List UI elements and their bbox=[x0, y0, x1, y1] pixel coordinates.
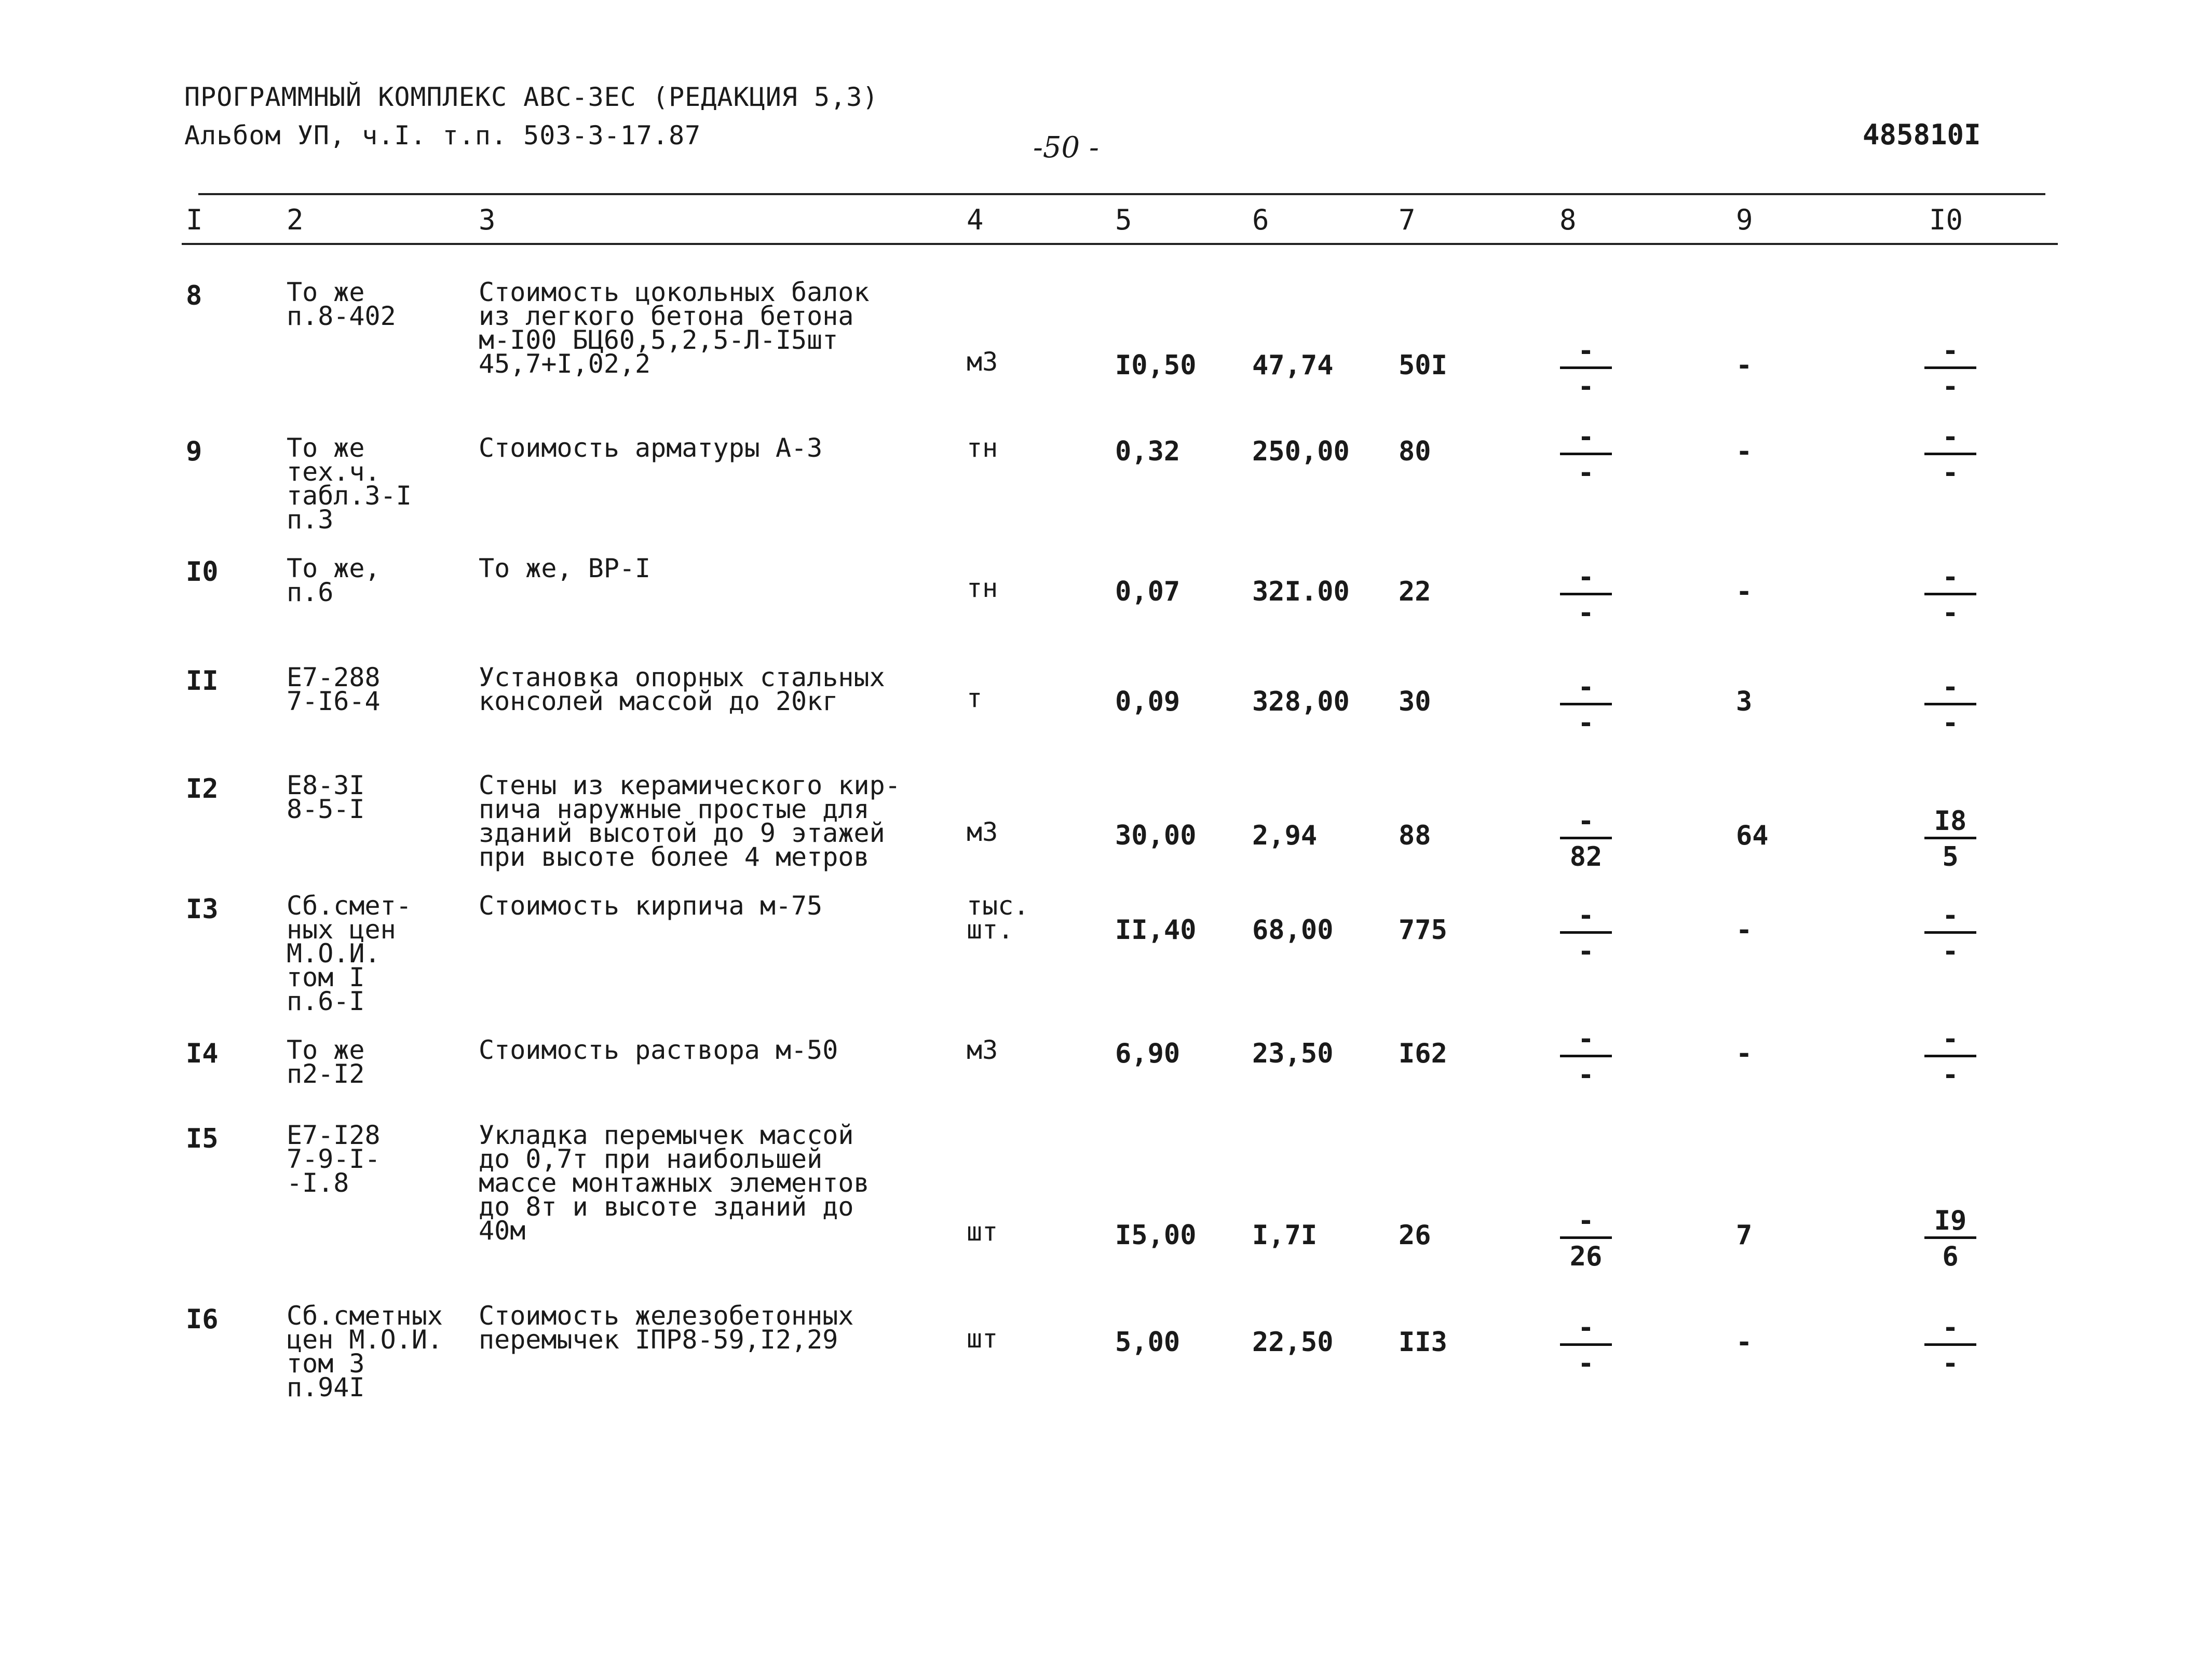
unit-price-cell: 23,50 bbox=[1252, 1038, 1334, 1069]
description-cell-line: То же, ВР-I bbox=[479, 553, 651, 583]
column8-fraction-numerator: - bbox=[1578, 1024, 1594, 1055]
column8-fraction-denominator: 82 bbox=[1569, 841, 1603, 873]
column10-fraction-numerator: - bbox=[1942, 335, 1959, 366]
description-cell bbox=[479, 277, 870, 379]
quantity-cell: 0,07 bbox=[1115, 576, 1180, 607]
unit-price-cell: 250,00 bbox=[1252, 436, 1350, 467]
column9-cell: 7 bbox=[1736, 1220, 1753, 1251]
row-number: I3 bbox=[186, 894, 219, 925]
description-cell-line: Стоимость железобетонных bbox=[479, 1301, 854, 1331]
reference-cell-line: Сб.сметных bbox=[287, 1301, 443, 1331]
unit-price-cell: 2,94 bbox=[1252, 820, 1318, 851]
description-cell-line: 45,7+I,02,2 bbox=[479, 349, 651, 379]
description-cell-line: 40м bbox=[479, 1216, 526, 1246]
reference-cell-line: -I.8 bbox=[287, 1168, 349, 1198]
column8-fraction-numerator: - bbox=[1578, 1312, 1594, 1343]
reference-cell bbox=[287, 277, 396, 331]
reference-cell-line: табл.3-I bbox=[287, 481, 412, 511]
quantity-cell: 6,90 bbox=[1115, 1038, 1180, 1069]
reference-cell-line: п.94I bbox=[287, 1372, 365, 1402]
description-cell-line: консолей массой до 20кг bbox=[479, 686, 838, 716]
column10-fraction-denominator: - bbox=[1942, 457, 1959, 488]
column9-cell: - bbox=[1736, 915, 1753, 946]
column10-fraction-denominator: - bbox=[1942, 371, 1959, 402]
column8-fraction bbox=[1557, 1206, 1614, 1271]
column-header: 4 bbox=[967, 203, 984, 236]
column8-fraction-numerator: - bbox=[1578, 1205, 1594, 1236]
column10-fraction-bar bbox=[1924, 453, 1976, 455]
unit-cell-line: м3 bbox=[967, 817, 998, 847]
unit-cell-line: тн bbox=[967, 573, 998, 603]
column10-fraction-denominator: - bbox=[1942, 707, 1959, 739]
total-cell: 26 bbox=[1399, 1220, 1431, 1251]
column10-fraction-denominator: - bbox=[1942, 1348, 1959, 1379]
reference-cell-line: То же bbox=[287, 433, 365, 463]
total-cell: 88 bbox=[1399, 820, 1431, 851]
column8-fraction-bar bbox=[1560, 366, 1612, 369]
column10-fraction-bar bbox=[1924, 703, 1976, 705]
description-cell-line: Стоимость арматуры А-3 bbox=[479, 433, 823, 463]
unit-cell bbox=[967, 683, 983, 713]
column10-fraction bbox=[1922, 336, 1979, 401]
column8-fraction-bar bbox=[1560, 1343, 1612, 1346]
column8-fraction-denominator: - bbox=[1578, 1059, 1594, 1091]
row-number: 9 bbox=[186, 436, 202, 467]
unit-cell-line: шт. bbox=[967, 915, 1014, 945]
unit-cell bbox=[967, 1035, 998, 1065]
column8-fraction-denominator: 26 bbox=[1569, 1241, 1603, 1272]
unit-cell-line: м3 bbox=[967, 1035, 998, 1065]
description-cell-line: Стоимость цокольных балок bbox=[479, 277, 870, 307]
column8-fraction-numerator: - bbox=[1578, 672, 1594, 703]
reference-cell-line: п.6-I bbox=[287, 986, 365, 1016]
column8-fraction-numerator: - bbox=[1578, 806, 1594, 837]
column-header: I0 bbox=[1929, 203, 1963, 236]
reference-cell-line: Сб.смет- bbox=[287, 891, 412, 921]
description-cell-line: перемычек IПР8-59,I2,29 bbox=[479, 1325, 838, 1355]
quantity-cell: 0,09 bbox=[1115, 686, 1180, 717]
description-cell-line: из легкого бетона бетона bbox=[479, 301, 854, 331]
row-number: I0 bbox=[186, 556, 219, 588]
unit-cell bbox=[967, 817, 998, 847]
reference-cell bbox=[287, 1120, 381, 1198]
description-cell-line: при высоте более 4 метров bbox=[479, 842, 870, 872]
reference-cell-line: п.8-402 bbox=[287, 301, 396, 331]
row-number: I5 bbox=[186, 1123, 219, 1154]
column8-fraction-bar bbox=[1560, 1236, 1612, 1239]
column8-fraction-numerator: - bbox=[1578, 900, 1594, 931]
column9-cell: 64 bbox=[1736, 820, 1769, 851]
description-cell-line: Стоимость кирпича м-75 bbox=[479, 891, 823, 921]
reference-cell bbox=[287, 662, 381, 716]
column8-fraction bbox=[1557, 423, 1614, 487]
reference-cell-line: Е8-3I bbox=[287, 770, 365, 800]
total-cell: 22 bbox=[1399, 576, 1431, 607]
description-cell bbox=[479, 1035, 838, 1065]
unit-cell-line: тыс. bbox=[967, 891, 1029, 921]
unit-cell bbox=[967, 1217, 998, 1247]
column10-fraction bbox=[1922, 1025, 1979, 1089]
table-top-rule bbox=[198, 193, 2045, 195]
column8-fraction-bar bbox=[1560, 593, 1612, 595]
column8-fraction bbox=[1557, 901, 1614, 966]
column9-cell: 3 bbox=[1736, 686, 1753, 717]
column10-fraction bbox=[1922, 807, 1979, 871]
total-cell: II3 bbox=[1399, 1327, 1447, 1358]
description-cell bbox=[479, 1301, 854, 1355]
reference-cell-line: ных цен bbox=[287, 915, 396, 945]
column10-fraction-numerator: - bbox=[1942, 1312, 1959, 1343]
reference-cell-line: п.6 bbox=[287, 577, 334, 607]
quantity-cell: I5,00 bbox=[1115, 1220, 1197, 1251]
reference-cell-line: То же bbox=[287, 1035, 365, 1065]
reference-cell-line: 8-5-I bbox=[287, 794, 365, 824]
column9-cell: - bbox=[1736, 1038, 1753, 1069]
quantity-cell: 0,32 bbox=[1115, 436, 1180, 467]
column8-fraction-denominator: - bbox=[1578, 1348, 1594, 1379]
row-number: II bbox=[186, 665, 219, 697]
column8-fraction-bar bbox=[1560, 703, 1612, 705]
description-cell-line: Установка опорных стальных bbox=[479, 662, 885, 692]
column-header: 5 bbox=[1115, 203, 1132, 236]
column8-fraction bbox=[1557, 563, 1614, 628]
column10-fraction bbox=[1922, 673, 1979, 738]
reference-cell-line: тех.ч. bbox=[287, 457, 381, 487]
column-header: 3 bbox=[479, 203, 496, 236]
total-cell: 50I bbox=[1399, 350, 1447, 381]
description-cell-line: до 0,7т при наибольшей bbox=[479, 1144, 823, 1174]
column8-fraction-numerator: - bbox=[1578, 335, 1594, 366]
total-cell: 80 bbox=[1399, 436, 1431, 467]
column9-cell: - bbox=[1736, 350, 1753, 381]
reference-cell bbox=[287, 433, 412, 535]
reference-cell bbox=[287, 891, 412, 1016]
column10-fraction-denominator: 5 bbox=[1942, 841, 1959, 873]
reference-cell bbox=[287, 1301, 443, 1402]
reference-cell-line: То же, bbox=[287, 553, 381, 583]
column10-fraction-numerator: I9 bbox=[1934, 1205, 1967, 1236]
column8-fraction bbox=[1557, 336, 1614, 401]
unit-price-cell: 22,50 bbox=[1252, 1327, 1334, 1358]
column-header: 2 bbox=[287, 203, 304, 236]
column8-fraction-denominator: - bbox=[1578, 371, 1594, 402]
quantity-cell: II,40 bbox=[1115, 915, 1197, 946]
column-header: 8 bbox=[1559, 203, 1577, 236]
column10-fraction-numerator: - bbox=[1942, 421, 1959, 453]
column8-fraction-denominator: - bbox=[1578, 457, 1594, 488]
column8-fraction-denominator: - bbox=[1578, 936, 1594, 967]
column8-fraction-denominator: - bbox=[1578, 707, 1594, 739]
description-cell-line: зданий высотой до 9 этажей bbox=[479, 818, 885, 848]
unit-cell-line: шт bbox=[967, 1217, 998, 1247]
unit-cell bbox=[967, 891, 1029, 945]
column-header: 9 bbox=[1736, 203, 1753, 236]
reference-cell-line: 7-I6-4 bbox=[287, 686, 381, 716]
unit-price-cell: 32I.00 bbox=[1252, 576, 1350, 607]
description-cell-line: м-I00 БЦ60,5,2,5-Л-I5шт bbox=[479, 325, 838, 355]
column10-fraction-numerator: - bbox=[1942, 900, 1959, 931]
description-cell-line: Стены из керамического кир- bbox=[479, 770, 901, 800]
column10-fraction-denominator: - bbox=[1942, 936, 1959, 967]
column9-cell: - bbox=[1736, 1327, 1753, 1358]
unit-cell-line: тн bbox=[967, 433, 998, 463]
quantity-cell: 30,00 bbox=[1115, 820, 1197, 851]
column8-fraction bbox=[1557, 673, 1614, 738]
reference-cell-line: том 3 bbox=[287, 1348, 365, 1379]
column8-fraction-numerator: - bbox=[1578, 421, 1594, 453]
description-cell-line: пича наружные простые для bbox=[479, 794, 870, 824]
column10-fraction-bar bbox=[1924, 1343, 1976, 1346]
description-cell-line: Укладка перемычек массой bbox=[479, 1120, 854, 1150]
column8-fraction bbox=[1557, 1313, 1614, 1378]
column10-fraction-bar bbox=[1924, 593, 1976, 595]
row-number: I2 bbox=[186, 773, 219, 805]
column8-fraction-denominator: - bbox=[1578, 597, 1594, 629]
row-number: I6 bbox=[186, 1304, 219, 1335]
document-code: 485810I bbox=[1863, 118, 1981, 151]
unit-cell-line: шт bbox=[967, 1324, 998, 1354]
description-cell-line: массе монтажных элементов bbox=[479, 1168, 870, 1198]
reference-cell-line: 7-9-I- bbox=[287, 1144, 381, 1174]
unit-cell bbox=[967, 573, 998, 603]
unit-cell bbox=[967, 347, 998, 377]
unit-cell bbox=[967, 1324, 998, 1354]
reference-cell-line: М.О.И. bbox=[287, 938, 381, 969]
column10-fraction-denominator: 6 bbox=[1942, 1241, 1959, 1272]
row-number: I4 bbox=[186, 1038, 219, 1069]
column-header: 6 bbox=[1252, 203, 1269, 236]
column10-fraction bbox=[1922, 901, 1979, 966]
column10-fraction-bar bbox=[1924, 366, 1976, 369]
unit-cell-line: м3 bbox=[967, 347, 998, 377]
reference-cell-line: п2-I2 bbox=[287, 1059, 365, 1089]
total-cell: 775 bbox=[1399, 915, 1447, 946]
reference-cell bbox=[287, 1035, 365, 1089]
description-cell bbox=[479, 553, 651, 583]
column10-fraction-bar bbox=[1924, 1055, 1976, 1057]
reference-cell-line: том I bbox=[287, 962, 365, 992]
column10-fraction-bar bbox=[1924, 1236, 1976, 1239]
column10-fraction-denominator: - bbox=[1942, 597, 1959, 629]
description-cell-line: до 8т и высоте зданий до bbox=[479, 1192, 854, 1222]
unit-price-cell: I,7I bbox=[1252, 1220, 1318, 1251]
reference-cell-line: п.3 bbox=[287, 505, 334, 535]
column10-fraction bbox=[1922, 563, 1979, 628]
column10-fraction-bar bbox=[1924, 837, 1976, 839]
column10-fraction-denominator: - bbox=[1942, 1059, 1959, 1091]
column8-fraction-bar bbox=[1560, 837, 1612, 839]
column10-fraction-numerator: I8 bbox=[1934, 806, 1967, 837]
quantity-cell: 5,00 bbox=[1115, 1327, 1180, 1358]
column10-fraction-numerator: - bbox=[1942, 562, 1959, 593]
column8-fraction bbox=[1557, 1025, 1614, 1089]
column10-fraction-bar bbox=[1924, 931, 1976, 934]
description-cell bbox=[479, 770, 901, 872]
column-header: I bbox=[186, 203, 203, 236]
column8-fraction-bar bbox=[1560, 453, 1612, 455]
unit-cell-line: т bbox=[967, 683, 983, 713]
description-cell bbox=[479, 1120, 870, 1246]
reference-cell-line: Е7-I28 bbox=[287, 1120, 381, 1150]
column9-cell: - bbox=[1736, 436, 1753, 467]
column8-fraction bbox=[1557, 807, 1614, 871]
header-album: Альбом УП, ч.I. т.п. 503-3-17.87 bbox=[184, 120, 701, 151]
description-cell bbox=[479, 891, 823, 921]
reference-cell-line: цен М.О.И. bbox=[287, 1325, 443, 1355]
reference-cell bbox=[287, 553, 381, 607]
column9-cell: - bbox=[1736, 576, 1753, 607]
table-header-rule bbox=[182, 243, 2058, 245]
reference-cell-line: Е7-288 bbox=[287, 662, 381, 692]
unit-price-cell: 68,00 bbox=[1252, 915, 1334, 946]
column10-fraction bbox=[1922, 423, 1979, 487]
column8-fraction-numerator: - bbox=[1578, 562, 1594, 593]
description-cell bbox=[479, 433, 823, 463]
column-header: 7 bbox=[1399, 203, 1416, 236]
header-title: ПРОГРАММНЫЙ КОМПЛЕКС АВС-ЗЕС (РЕДАКЦИЯ 5,3) bbox=[184, 82, 879, 112]
page-number: -50 - bbox=[1033, 131, 1099, 165]
description-cell bbox=[479, 662, 885, 716]
unit-price-cell: 328,00 bbox=[1252, 686, 1350, 717]
unit-cell bbox=[967, 433, 998, 463]
total-cell: 30 bbox=[1399, 686, 1431, 717]
reference-cell-line: То же bbox=[287, 277, 365, 307]
column10-fraction bbox=[1922, 1206, 1979, 1271]
row-number: 8 bbox=[186, 280, 202, 311]
column8-fraction-bar bbox=[1560, 1055, 1612, 1057]
reference-cell bbox=[287, 770, 365, 824]
total-cell: I62 bbox=[1399, 1038, 1447, 1069]
column10-fraction-numerator: - bbox=[1942, 672, 1959, 703]
description-cell-line: Стоимость раствора м-50 bbox=[479, 1035, 838, 1065]
column8-fraction-bar bbox=[1560, 931, 1612, 934]
column10-fraction-numerator: - bbox=[1942, 1024, 1959, 1055]
quantity-cell: I0,50 bbox=[1115, 350, 1197, 381]
column10-fraction bbox=[1922, 1313, 1979, 1378]
unit-price-cell: 47,74 bbox=[1252, 350, 1334, 381]
